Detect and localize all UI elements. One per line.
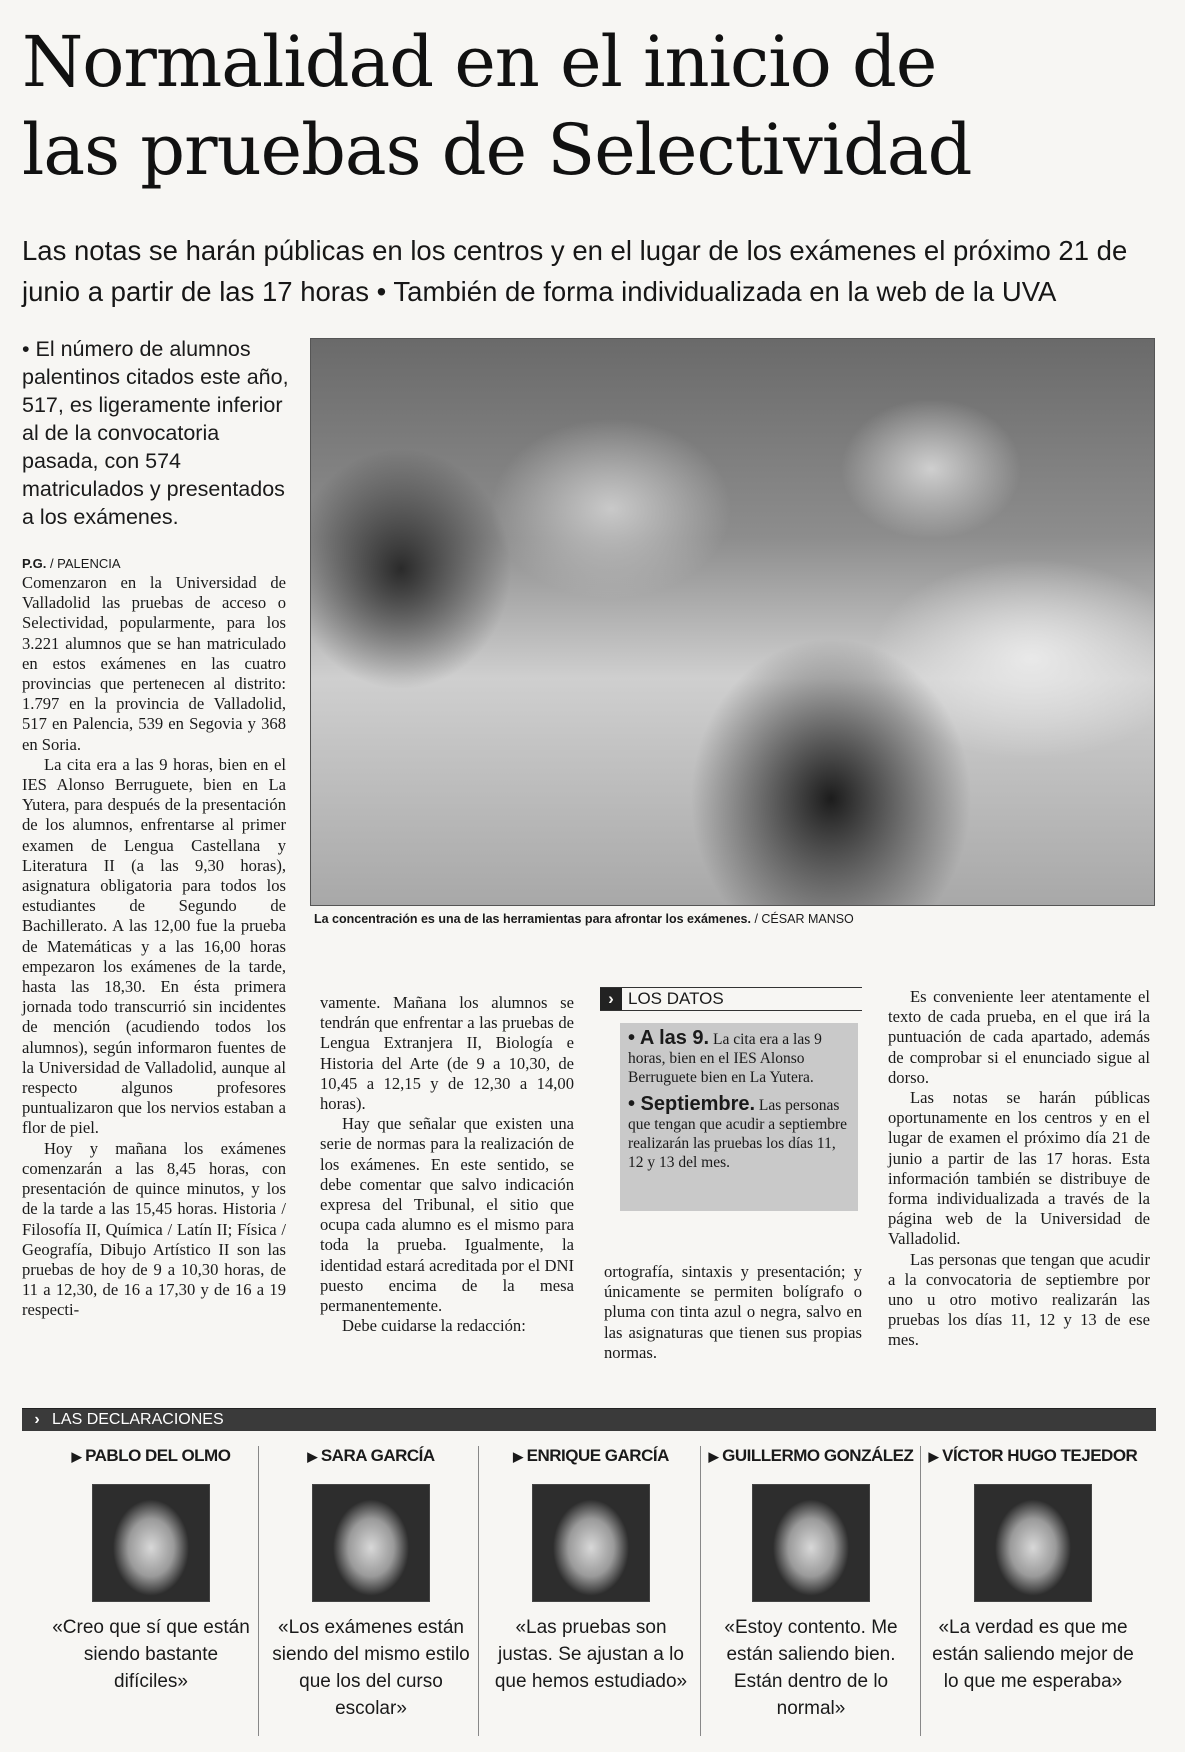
person-name [928,1446,1138,1466]
subheadline [22,230,1162,312]
quote: «La verdad es que me están saliendo mejor de lo que me esperaba» [932,1617,1134,1692]
caption-text: La concentración es una de las herramientas para afrontar los exámenes. [314,912,751,926]
declaraciones-header [22,1408,1156,1431]
interview-card [706,1446,916,1736]
portrait-photo [974,1484,1092,1602]
person-name [706,1446,916,1466]
triangle-right-icon: ▶ [307,1449,317,1464]
datos-item-key: • Septiembre. [628,1093,756,1115]
person-name-text: ENRIQUE GARCÍA [526,1446,669,1465]
interview-card [486,1446,696,1736]
subheadline-line-1: Las notas se harán públicas en los centros y en el lugar de los exámenes el próximo 21 de [22,235,1128,266]
body-column-2 [320,993,574,1336]
quote: «Estoy contento. Me están saliendo bien. Están dentro de lo normal» [724,1617,898,1719]
portrait-photo [532,1484,650,1602]
paragraph: Hoy y mañana los exámenes comenzarán a las 8,45 horas, con presentación de quince minutos, y los de la tarde a las 15,45 horas. Historia / Filosofía II, Química / Latín II; Física / Geografía, Dibujo Artístico II son las pruebas de hoy de 9 a 10,30 horas, de 11 a 12,30, de 16 a 17,30 y de 16 a 19 respecti- [22,1138,286,1320]
byline-place: / PALENCIA [46,556,121,571]
declaraciones-title: LAS DECLARACIONES [52,1411,224,1428]
datos-item-text: La cita era a las 9 horas, bien en el IES Alonso Berruguete bien en La Yutera. [628,1031,822,1086]
byline-author: P.G. [22,556,47,571]
datos-item-key: • A las 9. [628,1027,710,1049]
person-name [266,1446,476,1466]
column-divider [920,1446,921,1736]
subheadline-line-2: junio a partir de las 17 horas • También de forma individualizada en la web de la UVA [22,276,1057,307]
datos-header [600,987,862,1011]
los-datos-box [600,987,860,1257]
portrait-photo [752,1484,870,1602]
paragraph: vamente. Mañana los alumnos se tendrán que enfrentar a las pruebas de Lengua Extranjera II, Biología e Historia del Arte (de 9 a 10,30, de 10,45 a 12,15 y de 12,30 a 14,00 horas). [320,993,574,1114]
paragraph: Hay que señalar que existen una serie de normas para la realización de los exámenes. En este sentido, se debe comentar que salvo indicación expresa del Tribunal, el sitio que ocupa cada alumno es el mismo para toda la prueba. Igualmente, la identidad estará acreditada por el DNI puesto encima de la mesa permanentemente. [320,1114,574,1316]
paragraph: ortografía, sintaxis y presentación; y únicamente se permiten bolígrafo o pluma con tinta azul o negra, salvo en las asignaturas que tienen sus propias normas. [604,1262,862,1362]
triangle-right-icon: ▶ [708,1449,719,1464]
headline [22,18,1162,194]
paragraph: Las notas se harán públicas oportunamente en los centros y en el lugar de examen el próximo día 21 de junio a partir de las 17 horas. Esta información también se distribuye de forma individualizada a través de la página web de la Universidad de Valladolid. [888,1088,1150,1249]
body-column-3 [604,1262,862,1363]
datos-item [628,1029,850,1087]
datos-item-text: Las personas que tengan que acudir a septiembre realizarán las pruebas los días 11, 12 y 13 del mes. [628,1097,848,1171]
person-name-text: SARA GARCÍA [320,1446,435,1465]
quote: «Los exámenes están siendo del mismo estilo que los del curso escolar» [272,1617,470,1719]
photo-caption [314,912,854,926]
portrait-photo [312,1484,430,1602]
person-name [486,1446,696,1466]
column-divider [258,1446,259,1736]
paragraph: Comenzaron en la Universidad de Valladolid las pruebas de acceso o Selectividad, popularmente, para los 3.221 alumnos que se han matriculado en estos exámenes en las cuatro provincias que pertenecen al distrito: 1.797 en la provincia de Valladolid, 517 en Palencia, 539 en Segovia y 368 en Soria. [22,573,286,754]
datos-title: LOS DATOS [628,989,724,1008]
headline-line-2: las pruebas de Selectividad [22,109,972,191]
interview-card [46,1446,256,1736]
headline-line-1: Normalidad en el inicio de [22,21,937,103]
triangle-right-icon: ▶ [928,1449,939,1464]
datos-item [628,1095,850,1172]
paragraph: La cita era a las 9 horas, bien en el IES Alonso Berruguete, bien en La Yutera, para después de la presentación de los alumnos, enfrentarse al primer examen de Lengua Castellana y Literatura II (a las 9,30 horas), asignatura obligatoria para todos los estudiantes de Segundo de Bachillerato. A las 12,00 fue la prueba de Matemáticas y a las 16,00 horas empezaron los exámenes de la tarde, hasta las 18,30. En ésta primera jornada todo transcurrió sin incidentes de mención (acudiendo todos los alumnos), según informaron fuentes de la Universidad de Valladolid, aunque al respecto algunos profesores puntualizaron que los nervios estaban a flor de piel. [22,754,286,1138]
triangle-right-icon: ▶ [71,1449,82,1464]
caption-credit: / CÉSAR MANSO [750,912,854,926]
quote: «Creo que sí que están siendo bastante difíciles» [52,1617,250,1692]
person-name-text: PABLO DEL OLMO [85,1446,231,1465]
exam-photo [310,338,1155,906]
chevron-right-icon: › [34,1411,40,1428]
triangle-right-icon: ▶ [513,1449,523,1464]
person-name [46,1446,256,1466]
paragraph: Es conveniente leer atentamente el texto de cada prueba, en el que irá la puntuación de cada apartado, además de comprobar si el enunciado sigue al dorso. [888,987,1150,1087]
column-divider [700,1446,701,1736]
body-column-1 [22,573,286,1321]
quote: «Las pruebas son justas. Se ajustan a lo que hemos estudiado» [494,1617,688,1692]
interview-card [928,1446,1138,1736]
body-column-4 [888,987,1150,1351]
portrait-photo [92,1484,210,1602]
chevron-right-icon: › [600,988,622,1010]
person-name-text: VÍCTOR HUGO TEJEDOR [942,1446,1138,1465]
interview-card [266,1446,476,1736]
paragraph: Las personas que tengan que acudir a la convocatoria de septiembre por uno u otro motivo realizarán las pruebas los días 11, 12 y 13 de ese mes. [888,1249,1150,1350]
datos-content [620,1023,858,1211]
paragraph: Debe cuidarse la redacción: [342,1316,526,1336]
lead-paragraph: • El número de alumnos palentinos citados este año, 517, es ligeramente inferior al de la convocatoria pasada, con 574 matriculados y presentados a los exámenes. [22,337,289,529]
person-name-text: GUILLERMO GONZÁLEZ [722,1446,914,1465]
column-divider [478,1446,479,1736]
byline [22,556,121,571]
